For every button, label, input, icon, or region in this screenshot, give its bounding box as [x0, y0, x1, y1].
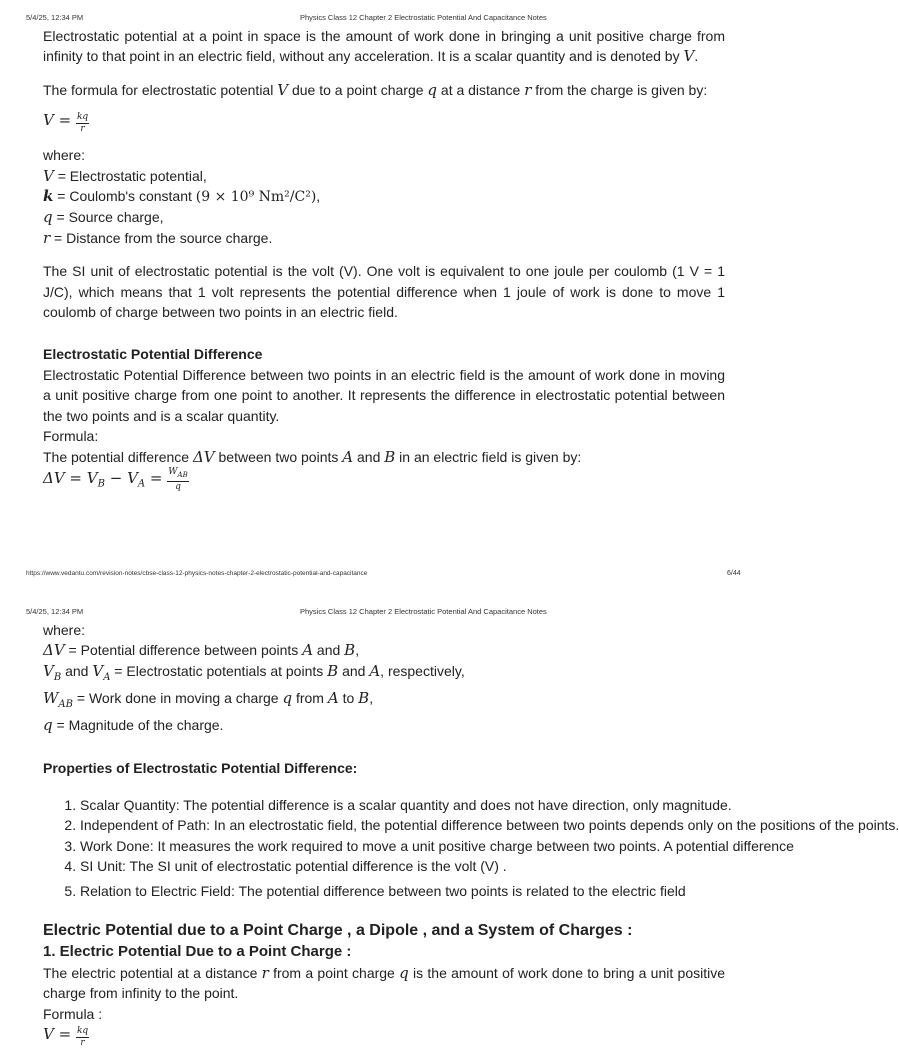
fraction: $\frac{W_{AB}}{q}$: [168, 466, 188, 492]
definition-k: k = Coulomb's constant (9 × 10⁹ Nm²/C²),: [43, 187, 321, 206]
definition-q: q = Source charge,: [43, 208, 164, 227]
potential-difference-intro: The potential difference ΔV between two points A and B in an electric field is given by:: [43, 447, 582, 466]
list-item: 1. Scalar Quantity: The potential difference is a scalar quantity and does not have direction, only magnitude.: [80, 795, 735, 815]
list-item: 5. Relation to Electric Field: The potential difference between two points is related to the electric field: [80, 881, 735, 901]
page1-content: [43, 26, 725, 495]
page-header-title: Physics Class 12 Chapter 2 Electrostatic Potential And Capacitance Notes: [300, 607, 547, 616]
definition-q: q = Magnitude of the charge.: [43, 716, 224, 735]
page-footer-url[interactable]: https://www.vedantu.com/revision-notes/cbse-class-12-physics-notes-chapter-2-electrostatic-potential-and-capacitance: [26, 570, 368, 577]
definition-r: r = Distance from the source charge.: [43, 228, 273, 247]
heading-potential-difference: Electrostatic Potential Difference: [43, 346, 263, 363]
page-header-timestamp: 5/4/25, 12:34 PM: [26, 13, 84, 22]
section-heading: Electric Potential due to a Point Charge , a Dipole , and a System of Charges :: [43, 922, 633, 940]
where-label: where:: [43, 622, 86, 638]
si-unit-paragraph: The SI unit of electrostatic potential is the volt (V). One volt is equivalent to one joule per coulomb (1 V = 1 J/C), which means that 1 volt represents the potential difference when 1 joule of work is done to move 1 coulomb of charge between two points in an electric field.: [43, 263, 725, 321]
potential-difference-formula: $\Delta V = V_B - V_A$ = $\frac{W_{AB}}{q}$: [43, 466, 188, 492]
definition-v: V = Electrostatic potential,: [43, 166, 207, 185]
fraction: $\frac{kq}{r}$: [76, 1026, 89, 1049]
definition-wab: $W_{AB}$ = Work done in moving a charge q from A to B,: [43, 689, 374, 710]
formula-intro: The formula for electrostatic potential V due to a point charge q at a distance r from the charge is given by:: [43, 80, 708, 99]
list-item: 4. SI Unit: The SI unit of electrostatic potential difference is the volt (V) .: [80, 856, 735, 876]
list-item: 2. Independent of Path: In an electrostatic field, the potential difference between two points depends only on the positions of the points.: [80, 815, 735, 835]
page2-viewport: [0, 620, 899, 1049]
definition-vb-va: $V_B$ and $V_A$ = Electrostatic potentials at points B and A, respectively,: [43, 661, 465, 683]
subsection-heading: 1. Electric Potential Due to a Point Charge :: [43, 943, 352, 961]
point-charge-paragraph: The electric potential at a distance r from a point charge q is the amount of work done to bring a unit positive charge from infinity to the point.: [43, 963, 725, 1002]
where-label: where:: [43, 147, 86, 164]
properties-list: [43, 795, 899, 901]
potential-difference-paragraph: Electrostatic Potential Difference between two points in an electric field is the amount of work done in moving a unit positive charge from one point to another. It represents the difference in electrostatic potential between the two points and is a scalar quantity.: [43, 366, 725, 424]
formula-label: Formula:: [43, 428, 99, 445]
definition-delta-v: ΔV = Potential difference between points A and B,: [43, 641, 360, 660]
point-charge-formula: V = $\frac{kq}{r}$: [43, 1025, 89, 1049]
list-item: 3. Work Done: It measures the work required to move a unit positive charge between two points. A potential difference: [80, 836, 735, 856]
page-number: 6/44: [727, 570, 741, 577]
potential-formula: V = $\frac{kq}{r}$: [43, 111, 89, 135]
page2-content: [43, 620, 899, 1049]
heading-properties: Properties of Electrostatic Potential Difference:: [43, 759, 358, 776]
intro-paragraph: Electrostatic potential at a point in space is the amount of work done in bringing a unit positive charge from infinity to that point in an electric field, without any acceleration. It is a scalar quantity and is denoted by V.: [43, 28, 725, 66]
fraction: $\frac{kq}{r}$: [76, 112, 89, 135]
formula-label: Formula :: [43, 1005, 103, 1022]
page-header-title: Physics Class 12 Chapter 2 Electrostatic Potential And Capacitance Notes: [300, 13, 547, 22]
page-header-timestamp: 5/4/25, 12:34 PM: [26, 607, 84, 616]
